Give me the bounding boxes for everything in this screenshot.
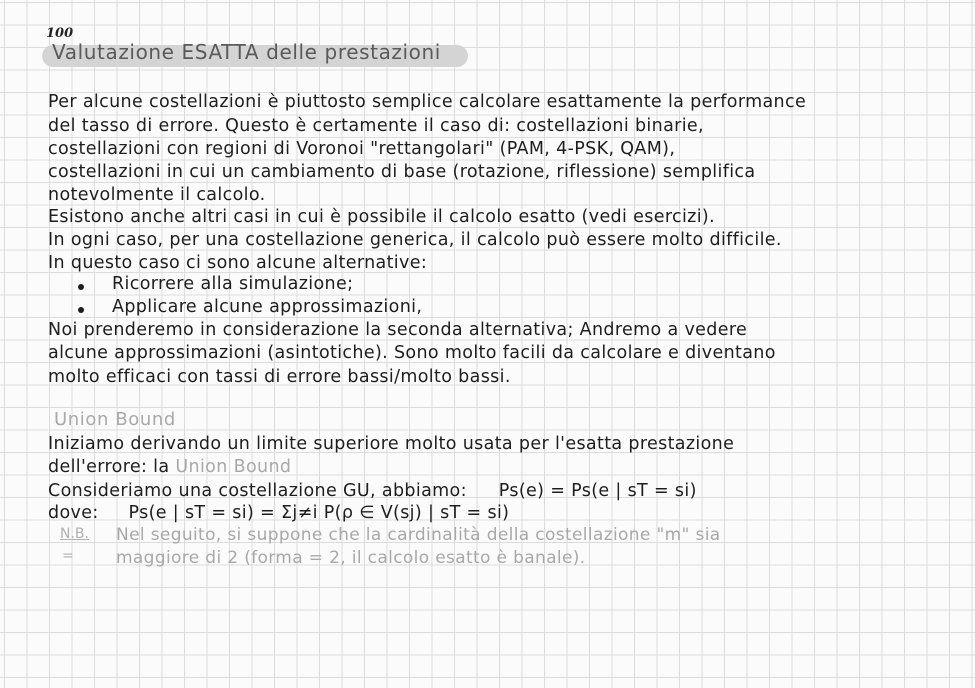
paragraph-line: Noi prenderemo in considerazione la seconda alternativa; Andremo a vedere bbox=[48, 320, 748, 340]
union-bound-term: Union Bound bbox=[175, 457, 292, 477]
paragraph-line: costellazioni in cui un cambiamento di base (rotazione, riflessione) semplifica bbox=[48, 162, 756, 182]
note-line: maggiore di 2 (forma = 2, il calcolo esatto è banale). bbox=[116, 548, 586, 568]
note-label: N.B. bbox=[60, 526, 89, 542]
paragraph-line: notevolmente il calcolo. bbox=[48, 185, 266, 205]
formula-line bbox=[48, 503, 509, 523]
formula-math: Ps(e) = Ps(e | sT = si) bbox=[498, 481, 697, 501]
paragraph-line: Iniziamo derivando un limite superiore molto usata per l'esatta prestazione bbox=[48, 434, 735, 454]
section-heading: Union Bound bbox=[54, 409, 176, 430]
bullet-dot bbox=[78, 284, 84, 290]
paragraph-line: Esistono anche altri casi in cui è possibile il calcolo esatto (vedi esercizi). bbox=[48, 207, 716, 227]
paragraph-line bbox=[48, 457, 291, 477]
note-mark: = bbox=[62, 548, 74, 564]
paragraph-text: dell'errore: la bbox=[48, 457, 170, 477]
paragraph-line: molto efficaci con tassi di errore bassi/molto bassi. bbox=[48, 367, 511, 387]
formula-label: dove: bbox=[48, 503, 99, 523]
bullet-item: Ricorrere alla simulazione; bbox=[112, 274, 354, 294]
formula-math: Ps(e | sT = si) = Σj≠i P(ρ ∈ V(sj) | sT = si) bbox=[128, 503, 510, 523]
formula-line bbox=[48, 481, 697, 501]
formula-text: Consideriamo una costellazione GU, abbiamo: bbox=[48, 481, 467, 501]
page-number: 100 bbox=[46, 26, 74, 41]
paragraph-line: alcune approssimazioni (asintotiche). Sono molto facili da calcolare e diventano bbox=[48, 343, 776, 363]
paragraph-line: In questo caso ci sono alcune alternative: bbox=[48, 253, 428, 273]
paragraph-line: costellazioni con regioni di Voronoi "rettangolari" (PAM, 4-PSK, QAM), bbox=[48, 139, 676, 159]
bullet-dot bbox=[78, 307, 84, 313]
paragraph-line: del tasso di errore. Questo è certamente il caso di: costellazioni binarie, bbox=[48, 116, 704, 136]
bullet-item: Applicare alcune approssimazioni, bbox=[112, 297, 423, 317]
page-title: Valutazione ESATTA delle prestazioni bbox=[52, 40, 441, 64]
note-line: Nel seguito, si suppone che la cardinalità della costellazione "m" sia bbox=[116, 525, 721, 545]
paragraph-line: Per alcune costellazioni è piuttosto semplice calcolare esattamente la performance bbox=[48, 92, 807, 112]
paragraph-line: In ogni caso, per una costellazione generica, il calcolo può essere molto difficile. bbox=[48, 230, 782, 250]
